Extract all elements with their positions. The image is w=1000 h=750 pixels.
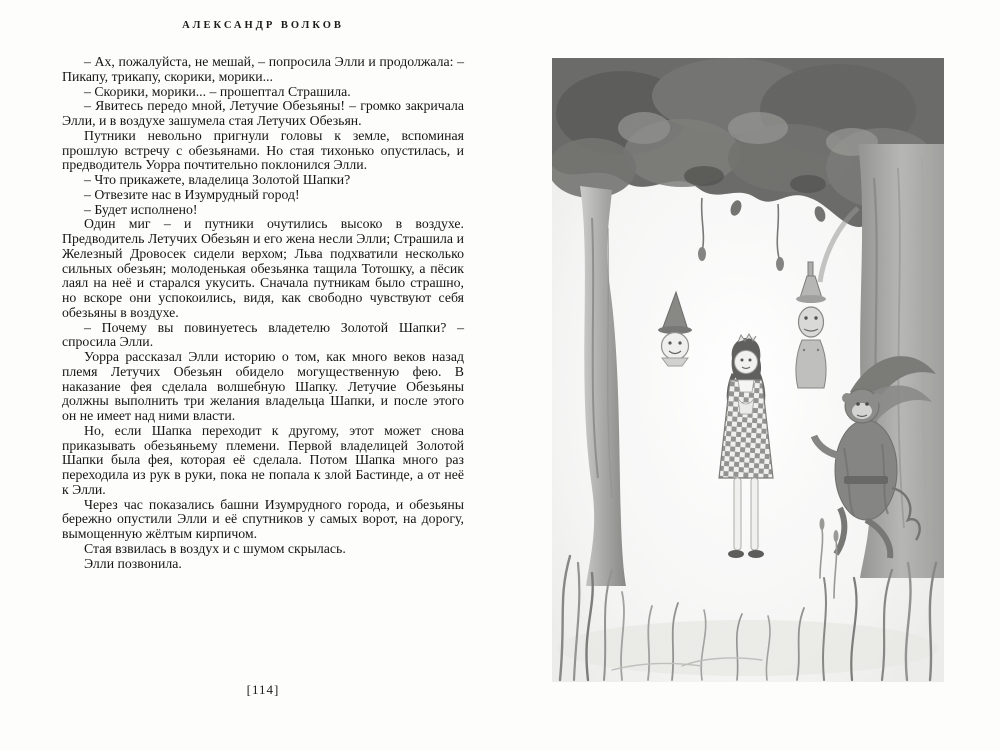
paragraph: – Отвезите нас в Изумрудный город! <box>84 186 300 202</box>
paragraph: Через час показались башни Изумрудного города, и обезьяны бережно опустили Элли и её спутников у самых ворот, на дорогу, вымощенную жёлтым кирпичом. <box>62 496 464 541</box>
paragraph: Путники невольно пригнули головы к земле, вспоминая прошлую встречу с обезьянами. Но стая тихонько опустилась, и предводитель Уорра почтительно поклонился Элли. <box>62 127 464 173</box>
paragraph: – Будет исполнено! <box>84 201 198 217</box>
paragraph: – Скорики, морики... – прошептал Страшила. <box>84 83 351 99</box>
running-header: АЛЕКСАНДР ВОЛКОВ <box>182 20 344 31</box>
paragraph: Один миг – и путники очутились высоко в воздухе. Предводитель Летучих Обезьян и его жена несли Элли; Страшила и Железный Дровосек сидели верхом; Льва подхватили несколько сильных обезьян; молоденькая обезьянка тащила Тотошку, а пёсик лаял на неё и старался укусить. Сначала путникам было страшно, но вскоре они успокоились, видя, как свободно чувствуют себя обезьяны в воздухе. <box>62 216 464 320</box>
paragraph: – Явитесь передо мной, Летучие Обезьяны! – громко закричала Элли, и в воздухе зашумела стая Летучих Обезьян. <box>62 98 464 128</box>
paragraph: – Ах, пожалуйста, не мешай, – попросила Элли и продолжала: – Пикапу, трикапу, скорики, морики... <box>62 54 464 84</box>
paragraph: Но, если Шапка переходит к другому, этот может снова приказывать обезьяньему племени. Первой владелицей Золотой Шапки была фея, которая её сделала. Потом Шапка много раз переходила из рук в руки, пока не попала к злой Бастинде, а от неё к Элли. <box>62 422 464 497</box>
texture-overlay <box>552 58 944 682</box>
page-number: [114] <box>246 682 280 697</box>
paragraph: Стая взвилась в воздух и с шумом скрылась. <box>84 540 346 556</box>
paragraph: Уорра рассказал Элли историю о том, как много веков назад племя Летучих Обезьян обидело могущественную фею. В наказание фея сделала волшебную Шапку. Летучие Обезьяны должны выполнить три желания владельца Шапки, и после этого он не имеет над ними власти. <box>62 349 464 423</box>
paragraph: Элли позвонила. <box>84 555 182 571</box>
book-illustration <box>552 58 944 682</box>
right-page <box>552 58 944 682</box>
text-block <box>62 55 464 571</box>
paragraph: – Почему вы повинуетесь владетелю Золотой Шапки? – спросила Элли. <box>62 319 464 350</box>
paragraph: – Что прикажете, владелица Золотой Шапки? <box>84 172 351 187</box>
left-page <box>62 20 464 722</box>
